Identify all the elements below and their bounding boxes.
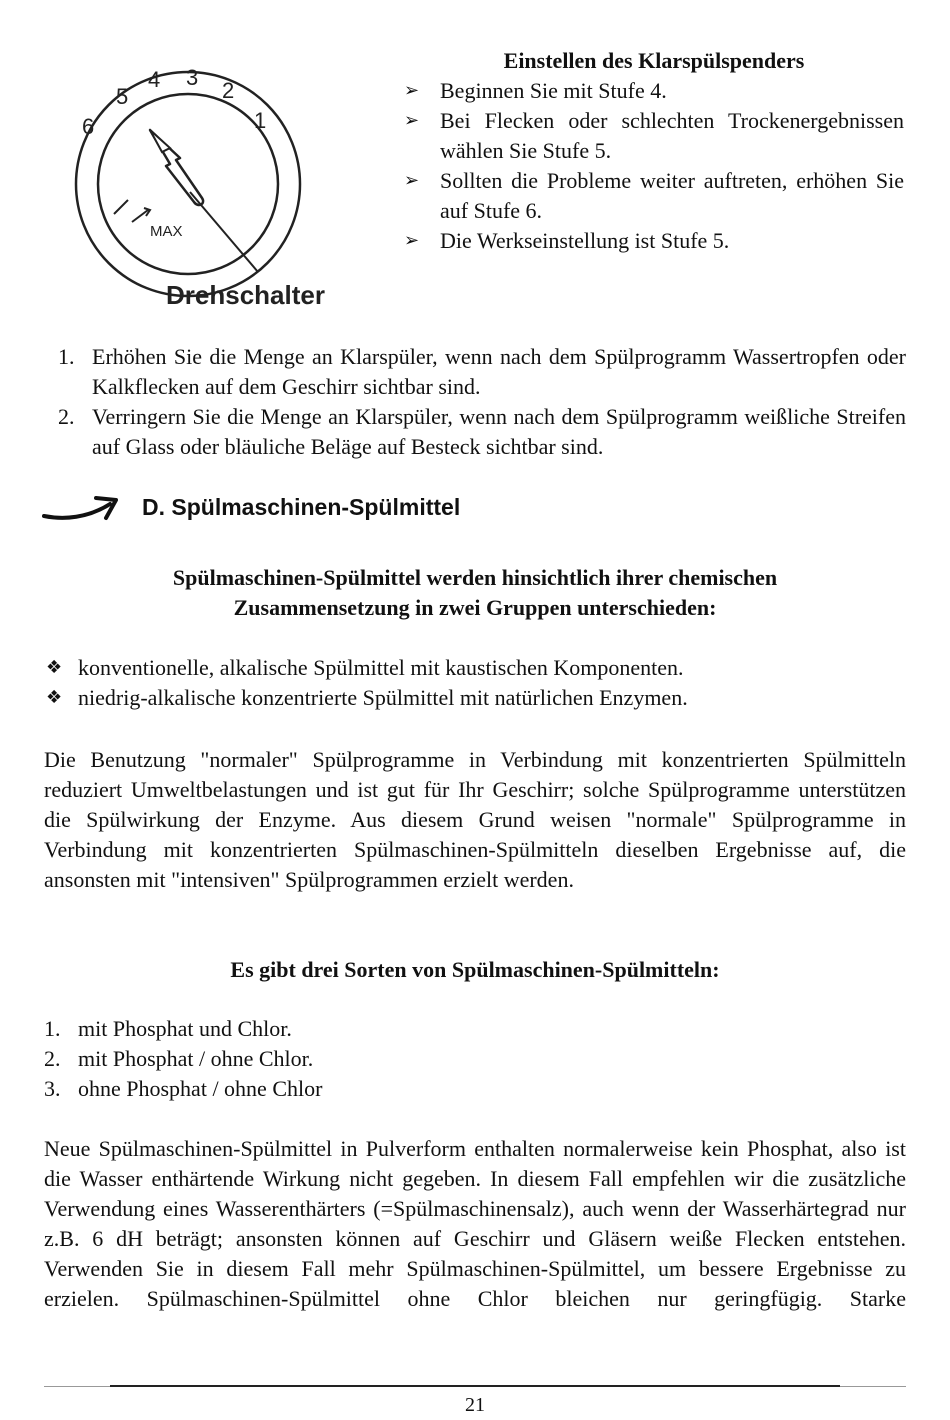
dial-number-1: 1: [254, 108, 267, 133]
list-item: [44, 402, 906, 462]
list-number: 1.: [44, 1016, 61, 1041]
list-item-text: Verringern Sie die Menge an Klarspüler, wenn nach dem Spülprogramm weißliche Streifen auf Glass oder bläuliche Beläge auf Besteck sichtbar sind.: [92, 404, 906, 459]
list-item-text: mit Phosphat und Chlor.: [78, 1016, 292, 1041]
triangle-bullet-icon: ➢: [404, 170, 420, 191]
list-item-text: niedrig-alkalische konzentrierte Spülmittel mit natürlichen Enzymen.: [78, 685, 688, 710]
paragraph-powder-detergent: Neue Spülmaschinen-Spülmittel in Pulverform enthalten normalerweise kein Phosphat, also ist die Wasser enthärtende Wirkung nicht gegeben. In diesem Fall empfehlen wir die zusätzliche Verwendung eines Wasserenthärters (=Spülmaschinensalz), auch wenn der Wasserhärtegrad nur z.B. 6 dH beträgt; ansonsten können auf Geschirr und Gläsern weiße Flecken entstehen. Verwenden Sie in diesem Fall mehr Spülmaschinen-Spülmittel, um bessere Ergebnisse zu erzielen. Spülmaschinen-Spülmittel ohne Chlor bleichen nur geringfügig. Starke: [44, 1136, 906, 1311]
triangle-bullet-icon: ➢: [404, 230, 420, 251]
list-item: [404, 106, 904, 166]
list-item-text: Sollten die Probleme weiter auftreten, erhöhen Sie auf Stufe 6.: [440, 168, 904, 223]
triangle-bullet-icon: ➢: [404, 110, 420, 131]
page-number: 21: [465, 1394, 485, 1416]
list-item: [44, 653, 906, 683]
dial-number-6: 6: [82, 114, 95, 139]
rinse-aid-title: Einstellen des Klarspülspenders: [503, 48, 805, 73]
dial-pointer-icon: [150, 130, 203, 205]
triangle-bullet-icon: ➢: [404, 80, 420, 101]
list-item-text: Bei Flecken oder schlechten Trockenergebnissen wählen Sie Stufe 5.: [440, 108, 904, 163]
groups-list: [44, 653, 906, 713]
dial-number-2: 2: [222, 78, 235, 103]
list-item: [44, 1014, 906, 1044]
dial-number-3: 3: [186, 65, 199, 90]
list-item-text: konventionelle, alkalische Spülmittel mit kaustischen Komponenten.: [78, 655, 684, 680]
list-number: 2.: [44, 1046, 61, 1071]
dial-number-5: 5: [116, 84, 129, 109]
diamond-bullet-icon: ❖: [46, 687, 63, 708]
dial-caption: Drehschalter: [166, 280, 325, 310]
list-item-text: ohne Phosphat / ohne Chlor: [78, 1076, 323, 1101]
list-item: [44, 1044, 906, 1074]
list-item: [404, 76, 904, 106]
rinse-aid-instructions: [404, 46, 904, 256]
list-item-text: Die Werkseinstellung ist Stufe 5.: [440, 228, 730, 253]
list-item-text: mit Phosphat / ohne Chlor.: [78, 1046, 314, 1071]
section-heading: D. Spülmaschinen-Spülmittel: [142, 494, 461, 520]
list-item-text: Erhöhen Sie die Menge an Klarspüler, wenn nach dem Spülprogramm Wassertropfen oder Kalkflecken auf dem Geschirr sichtbar sind.: [92, 344, 906, 399]
footer-divider-accent: [110, 1385, 840, 1387]
list-item: [404, 226, 904, 256]
types-list: [44, 1014, 906, 1104]
types-heading: Es gibt drei Sorten von Spülmaschinen-Spülmitteln:: [230, 957, 720, 982]
groups-intro-line: Spülmaschinen-Spülmittel werden hinsichtlich ihrer chemischen: [172, 565, 778, 590]
list-number: 3.: [44, 1076, 61, 1101]
groups-intro: [44, 563, 906, 623]
dial-number-4: 4: [148, 67, 161, 92]
dial-max-label: MAX: [150, 223, 183, 240]
list-item: [404, 166, 904, 226]
list-item: [44, 683, 906, 713]
list-number: 1.: [58, 344, 75, 369]
list-number: 2.: [58, 404, 75, 429]
adjust-list: [44, 342, 906, 462]
list-item-text: Beginnen Sie mit Stufe 4.: [440, 78, 667, 103]
list-item: [44, 1074, 906, 1104]
groups-intro-line: Zusammensetzung in zwei Gruppen unterschieden:: [233, 595, 717, 620]
list-item: [44, 342, 906, 402]
diamond-bullet-icon: ❖: [46, 657, 63, 678]
paragraph-normal-programs: Die Benutzung "normaler" Spülprogramme in Verbindung mit konzentrierten Spülmitteln reduziert Umweltbelastungen und ist gut für Ihr Geschirr; solche Spülprogramme unterstützen die Spülwirkung der Enzyme. Aus diesem Grund weisen "normale" Spülprogramme in Verbindung mit konzentrierten Spülmaschinen-Spülmitteln dieselben Ergebnisse auf, die ansonsten mit "intensiven" Spülprogrammen erzielt werden.: [44, 747, 906, 892]
curved-arrow-icon: [40, 492, 122, 532]
